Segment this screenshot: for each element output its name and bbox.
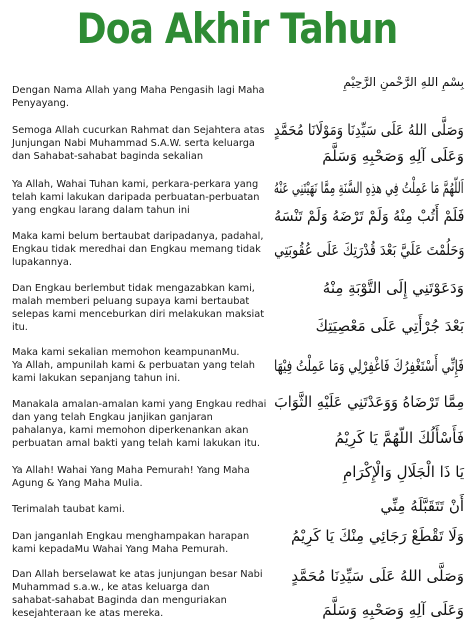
paragraph-10 (12, 530, 274, 556)
paragraph-line: Ya Allah! Wahai Yang Maha Pemurah! Yang Maha (12, 465, 250, 476)
paragraph-line: Maka kami belum bertaubat daripadanya, padahal, (12, 231, 264, 242)
paragraph-4 (12, 230, 274, 269)
paragraph-line: Junjungan Nabi Muhammad S.A.W. serta keluarga (12, 138, 255, 149)
paragraph-line: Penyayang. (12, 98, 69, 109)
paragraph-line: Dengan Nama Allah yang Maha Pengasih lagi Maha (12, 85, 265, 96)
paragraph-line: Dan Allah berselawat ke atas junjungan besar Nabi (12, 569, 263, 580)
paragraph-2 (12, 124, 274, 163)
arabic-line: وَلَا تَقْطَعْ رَجَائِي مِنْكَ يَا كَرِيْمُ (291, 527, 464, 545)
arabic-line: فَلَمْ أَتُبْ مِنْهُ وَلَمْ تَرْضَهُ وَلَمْ تَنْسَهُ (273, 207, 464, 225)
paragraph-line: itu. (12, 322, 28, 333)
arabic-line: وَصَلَّى اللهُ عَلَى سَيِّدِنَا وَمَوْلَانَا مُحَمَّدٍ (274, 121, 464, 139)
arabic-line: فَإِنِّي أَسْتَغْفِرُكَ فَاغْفِرْلِي وَمَا عَمِلْتُ فِيْهَا (274, 357, 464, 375)
arabic-line: فَأَسْأَلُكَ اللّهُمَّ يَا كَرِيْمُ (334, 429, 464, 447)
paragraph-line: sahabat-sahabat Baginda dan menguriakan (12, 595, 227, 606)
arabic-line: أَنْ تَتَقَبَّلَهُ مِنِّي (380, 497, 464, 515)
arabic-line: وَصَلَّى اللهُ عَلَى سَيِّدِنَا مُحَمَّدٍ (291, 567, 464, 585)
arabic-line: وَدَعَوْتَنِي إِلَى التَّوْبَةِ مِنْهُ (322, 279, 464, 297)
paragraph-line: malah memberi peluang supaya kami bertaubat (12, 296, 250, 307)
paragraph-line: dan Sahabat-sahabat baginda sekalian (12, 151, 204, 162)
paragraph-line: lupakannya. (12, 257, 72, 268)
paragraph-line: Ya Allah, ampunilah kami & perbuatan yang telah (12, 360, 255, 371)
page-title: Doa Akhir Tahun (76, 4, 398, 53)
arabic-line: بَعْدَ جُرْأَتِي عَلَى مَعْصِيَتِكَ (315, 317, 464, 335)
paragraph-line: Dan janganlah Engkau menghampakan harapan (12, 531, 250, 542)
paragraph-6 (12, 346, 274, 385)
paragraph-line: pahalanya, kami memohon diperkenankan akan (12, 425, 249, 436)
paragraph-line: Maka kami sekalian memohon keampunanMu. (12, 347, 240, 358)
arabic-line: مِمَّا تَرْضَاهُ وَوَعَدْتَنِي عَلَيْهِ الثَّوَابَ (273, 393, 464, 411)
paragraph-8 (12, 464, 274, 490)
paragraph-line: Dan Engkau berlembut tidak mengazabkan kami, (12, 283, 255, 294)
paragraph-line: selepas kami menceburkan diri melakukan maksiat (12, 309, 265, 320)
arabic-line: يَا ذَا الْجَلَالِ وَالْإِكْرَامِ (342, 463, 464, 481)
arabic-line: وَحَلُمْتَ عَلَيَّ بَعْدَ قُدْرَتِكَ عَلَى عُقُوبَتِي (273, 241, 464, 259)
arabic-line: بِسْمِ اللهِ الرَّحْمنِ الرَّحِيْمِ (343, 75, 464, 89)
paragraph-line: yang engkau larang dalam tahun ini (12, 205, 190, 216)
arabic-line: وَعَلَى آلِهِ وَصَحْبِهِ وَسَلَّمَ (322, 147, 464, 165)
paragraph-line: Manakala amalan-amalan kami yang Engkau redhai (12, 399, 267, 410)
paragraph-line: dan yang telah Engkau janjikan ganjaran (12, 412, 213, 423)
arabic-line: اَللّهُمَّ مَا عَمِلْتُ فِي هذِهِ السَّنَةِ مِمَّا نَهَيْتَنِي عَنْهُ (274, 179, 464, 197)
paragraph-line: perbuatan amal bakti yang telah kami lakukan itu. (12, 438, 260, 449)
paragraph-line: telah kami lakukan daripada perbuatan-perbuatan (12, 192, 260, 203)
paragraph-7 (12, 398, 274, 450)
arabic-line: وَعَلَى آلِهِ وَصَحْبِهِ وَسَلَّمَ (322, 601, 464, 619)
paragraph-line: Terimalah taubat kami. (12, 504, 125, 515)
paragraph-line: kesejahteraan ke atas mereka. (12, 608, 164, 619)
paragraph-1 (12, 84, 274, 110)
paragraph-line: Agung & Yang Maha Mulia. (12, 478, 143, 489)
paragraph-line: Muhammad s.a.w., ke atas keluarga dan (12, 582, 210, 593)
paragraph-line: kami kepadaMu Wahai Yang Maha Pemurah. (12, 544, 229, 555)
paragraph-9 (12, 503, 274, 516)
paragraph-line: Ya Allah, Wahai Tuhan kami, perkara-perkara yang (12, 179, 259, 190)
paragraph-line: Engkau tidak meredhai dan Engkau memang tidak (12, 244, 261, 255)
paragraph-5 (12, 282, 274, 334)
paragraph-11 (12, 568, 274, 620)
paragraph-3 (12, 178, 274, 217)
paragraph-line: kami lakukan sepanjang tahun ini. (12, 373, 181, 384)
paragraph-line: Semoga Allah cucurkan Rahmat dan Sejahtera atas (12, 125, 265, 136)
